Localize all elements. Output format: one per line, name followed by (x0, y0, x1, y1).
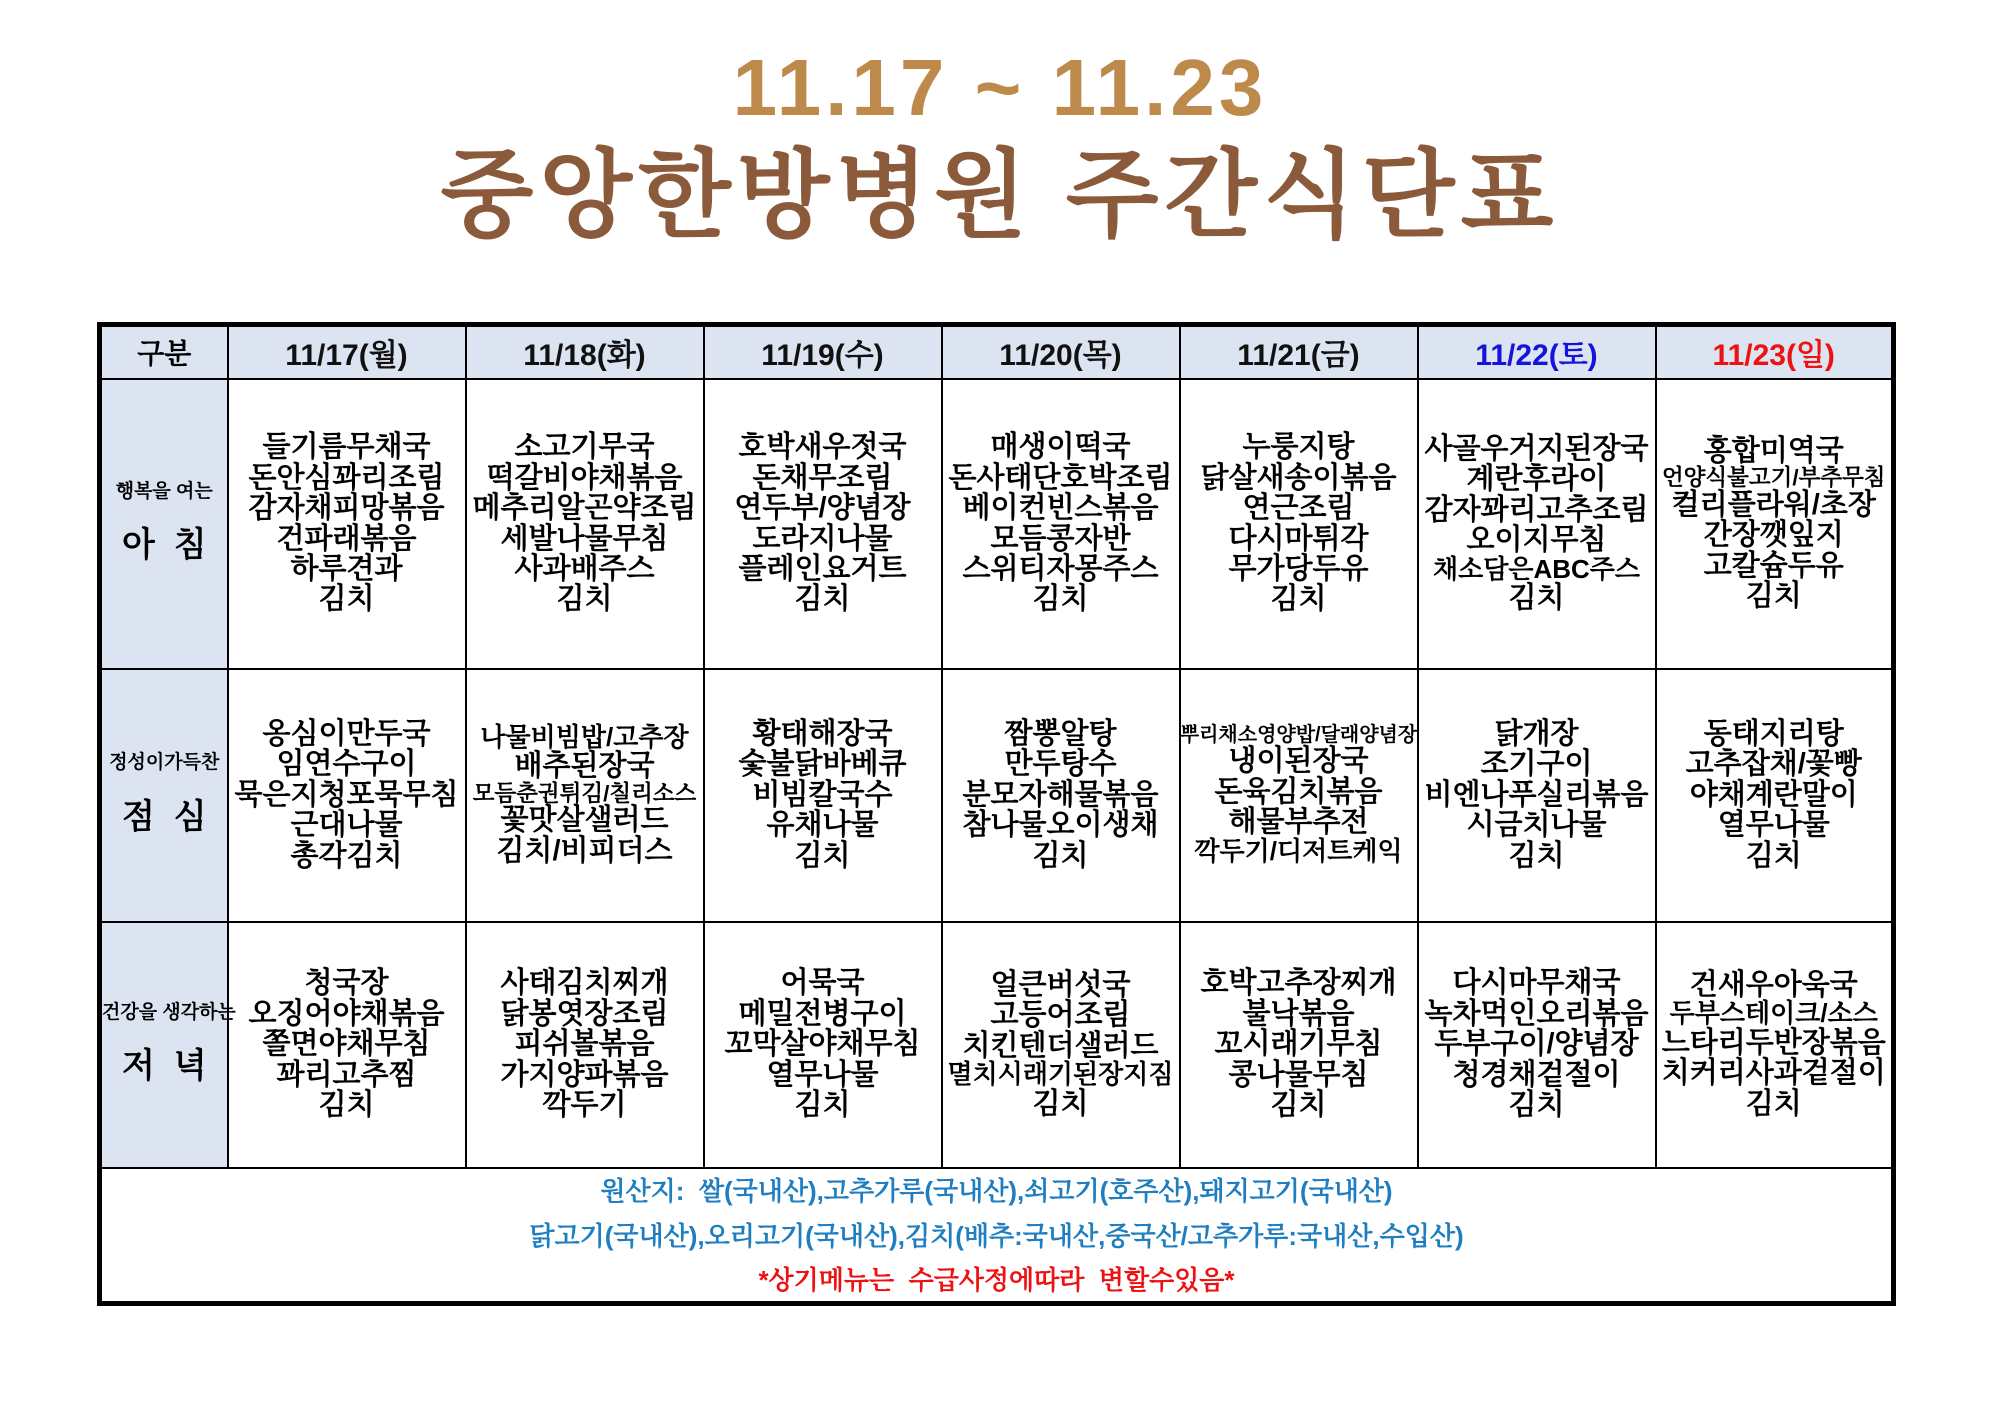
menu-item: 채소담은ABC주스 (1432, 553, 1641, 584)
menu-item: 녹차먹인오리볶음 (1424, 997, 1649, 1030)
menu-item: 돈채무조림 (752, 461, 893, 494)
menu-item: 매생이떡국 (990, 431, 1131, 464)
menu-item: 김치 (1508, 1089, 1565, 1122)
menu-item: 야채계란말이 (1689, 778, 1858, 811)
menu-item: 김치 (318, 1089, 375, 1122)
meal-name: 아 침 (121, 526, 207, 565)
meal-name: 저 녁 (121, 1047, 207, 1086)
menu-item: 도라지나물 (752, 522, 893, 555)
day-header-4: 11/21(금) (1180, 325, 1418, 379)
menu-change-notice: *상기메뉴는 수급사정에따라 변할수있음* (758, 1264, 1235, 1295)
menu-item: 김치 (556, 583, 613, 616)
menu-item: 김치 (1745, 839, 1802, 872)
menu-cell-meal0-day4 (1180, 379, 1418, 669)
menu-item: 꼬시래기무침 (1214, 1028, 1383, 1061)
meal-row-2 (100, 922, 1894, 1168)
day-header-1: 11/18(화) (466, 325, 704, 379)
menu-item: 닭봉엿장조림 (500, 997, 669, 1030)
menu-item: 메밀전병구이 (738, 997, 907, 1030)
menu-item: 호박고추장찌개 (1200, 967, 1397, 1000)
meal-tagline: 정성이가득찬 (109, 752, 220, 774)
menu-item: 분모자해물볶음 (962, 778, 1159, 811)
menu-cell-meal0-day6 (1656, 379, 1894, 669)
menu-item: 김치 (1745, 579, 1802, 612)
menu-item: 뿌리채소영양밥/달래양념장 (1179, 724, 1418, 747)
menu-item: 김치 (1508, 839, 1565, 872)
menu-item: 오징어야채볶음 (248, 997, 445, 1030)
menu-item: 치커리사과겉절이 (1661, 1057, 1886, 1090)
menu-item: 스위티자몽주스 (962, 552, 1159, 585)
footer-cell (100, 1168, 1894, 1304)
menu-item: 연근조림 (1242, 492, 1355, 525)
menu-item: 근대나물 (290, 809, 403, 842)
menu-cell-meal1-day3 (942, 669, 1180, 922)
menu-item: 돈안심꽈리조림 (248, 461, 445, 494)
menu-item: 만두탕수 (1004, 748, 1117, 781)
menu-item: 돈육김치볶음 (1214, 775, 1383, 808)
meal-tagline: 건강을 생각하는 (102, 1001, 236, 1023)
day-header-6: 11/23(일) (1656, 325, 1894, 379)
menu-cell-meal0-day2 (704, 379, 942, 669)
menu-item: 참나물오이생채 (962, 809, 1159, 842)
menu-item: 돈사태단호박조림 (948, 461, 1173, 494)
menu-item: 소고기무국 (514, 431, 655, 464)
menu-cell-meal1-day5 (1418, 669, 1656, 922)
menu-cell-meal2-day5 (1418, 922, 1656, 1168)
menu-item: 고등어조림 (990, 999, 1131, 1032)
menu-item: 옹심이만두국 (262, 717, 431, 750)
menu-item: 짬뽕알탕 (1004, 717, 1117, 750)
menu-item: 호박새우젓국 (738, 431, 907, 464)
origin-line-2: 닭고기(국내산),오리고기(국내산),김치(배추:국내산,중국산/고추가루:국내산,수입산) (529, 1221, 1464, 1251)
menu-item: 떡갈비야채볶음 (486, 461, 683, 494)
menu-item: 하루견과 (290, 552, 403, 585)
menu-cell-meal0-day3 (942, 379, 1180, 669)
menu-item: 멸치시래기된장지짐 (947, 1059, 1174, 1090)
menu-cell-meal2-day6 (1656, 922, 1894, 1168)
menu-item: 김치 (794, 583, 851, 616)
menu-item: 고추잡채/꽃빵 (1685, 748, 1862, 781)
menu-item: 고칼슘두유 (1703, 549, 1844, 582)
header-row (100, 325, 1894, 379)
meal-label-cell-1 (100, 669, 228, 922)
menu-item: 들기름무채국 (262, 431, 431, 464)
menu-item: 배추된장국 (514, 750, 655, 783)
menu-cell-meal1-day0 (228, 669, 466, 922)
menu-item: 사과배주스 (514, 552, 655, 585)
menu-item: 비엔나푸실리볶음 (1424, 778, 1649, 811)
menu-item: 어묵국 (780, 967, 865, 1000)
menu-item: 건새우아욱국 (1689, 968, 1858, 1001)
menu-item: 열무나물 (766, 1058, 879, 1091)
menu-cell-meal2-day2 (704, 922, 942, 1168)
menu-item: 무가당두유 (1228, 552, 1369, 585)
menu-item: 조기구이 (1480, 748, 1593, 781)
menu-item: 홍합미역국 (1703, 434, 1844, 467)
menu-item: 김치 (1032, 1087, 1089, 1120)
menu-cell-meal1-day6 (1656, 669, 1894, 922)
menu-item: 모듬콩자반 (990, 522, 1131, 555)
menu-cell-meal1-day1 (466, 669, 704, 922)
menu-item: 연두부/양념장 (734, 492, 911, 525)
page-title: 중앙한방병원 주간식단표 (440, 142, 1560, 249)
menu-item: 깍두기 (542, 1089, 627, 1122)
footer-row (100, 1168, 1894, 1304)
menu-item: 닭살새송이볶음 (1200, 461, 1397, 494)
menu-item: 사태김치찌개 (500, 967, 669, 1000)
menu-item: 비빔칼국수 (752, 778, 893, 811)
menu-item: 닭개장 (1494, 717, 1579, 750)
menu-item: 얼큰버섯국 (990, 968, 1131, 1001)
menu-item: 누룽지탕 (1242, 431, 1355, 464)
meal-label-cell-2 (100, 922, 236, 1168)
menu-cell-meal1-day4 (1180, 669, 1418, 922)
menu-item: 쫄면야채무침 (262, 1028, 431, 1061)
menu-item: 총각김치 (290, 839, 403, 872)
day-header-5: 11/22(토) (1418, 325, 1656, 379)
menu-item: 깍두기/디저트케익 (1194, 835, 1403, 866)
menu-cell-meal2-day4 (1180, 922, 1418, 1168)
menu-item: 건파래볶음 (276, 522, 417, 555)
menu-item: 김치 (1745, 1087, 1802, 1120)
menu-item: 오이지무침 (1466, 524, 1607, 557)
menu-item: 묵은지청포묵무침 (234, 778, 459, 811)
menu-item: 베이컨빈스볶음 (962, 492, 1159, 525)
menu-item: 김치/비피더스 (496, 834, 673, 867)
meal-row-0 (100, 379, 1894, 669)
menu-item: 다시마무채국 (1452, 967, 1621, 1000)
menu-item: 치킨텐더샐러드 (962, 1029, 1159, 1062)
menu-item: 가지양파볶음 (500, 1058, 669, 1091)
meal-tagline: 행복을 여는 (115, 480, 213, 502)
menu-item: 감자꽈리고추조림 (1424, 493, 1649, 526)
menu-item: 청경채겉절이 (1452, 1058, 1621, 1091)
menu-item: 간장깻잎지 (1703, 519, 1844, 552)
menu-item: 다시마튀각 (1228, 522, 1369, 555)
menu-item: 두부스테이크/소스 (1669, 998, 1878, 1029)
meal-row-1 (100, 669, 1894, 922)
menu-item: 김치 (1270, 583, 1327, 616)
menu-item: 모듬춘권튀김/칠리소스 (472, 780, 697, 806)
menu-item: 나물비빔밥/고추장 (480, 721, 689, 752)
menu-item: 콩나물무침 (1228, 1058, 1369, 1091)
origin-line-1: 원산지: 쌀(국내산),고추가루(국내산),쇠고기(호주산),돼지고기(국내산) (600, 1175, 1393, 1206)
date-range-title: 11.17 ~ 11.23 (732, 43, 1268, 132)
menu-item: 김치 (794, 839, 851, 872)
menu-cell-meal0-day0 (228, 379, 466, 669)
menu-item: 꽃맛살샐러드 (500, 804, 669, 837)
menu-item: 느타리두반장볶음 (1661, 1026, 1886, 1059)
corner-header: 구분 (100, 325, 228, 379)
menu-item: 꼬막살야채무침 (724, 1028, 921, 1061)
menu-item: 피쉬볼볶음 (514, 1028, 655, 1061)
menu-cell-meal2-day1 (466, 922, 704, 1168)
day-header-0: 11/17(월) (228, 325, 466, 379)
menu-item: 언양식불고기/부추무침 (1661, 465, 1886, 491)
menu-cell-meal0-day1 (466, 379, 704, 669)
menu-item: 김치 (1032, 583, 1089, 616)
menu-item: 임연수구이 (276, 748, 417, 781)
menu-item: 불낙볶음 (1242, 997, 1355, 1030)
meal-name: 점 심 (121, 797, 207, 836)
menu-item: 두부구이/양념장 (1434, 1028, 1639, 1061)
menu-item: 열무나물 (1717, 809, 1830, 842)
day-header-3: 11/20(목) (942, 325, 1180, 379)
menu-item: 동태지리탕 (1703, 717, 1844, 750)
menu-item: 사골우거지된장국 (1424, 432, 1649, 465)
menu-item: 김치 (1032, 839, 1089, 872)
menu-item: 플레인요거트 (738, 552, 907, 585)
menu-cell-meal2-day0 (228, 922, 466, 1168)
menu-item: 김치 (794, 1089, 851, 1122)
menu-item: 유채나물 (766, 809, 879, 842)
menu-item: 시금치나물 (1466, 809, 1607, 842)
menu-item: 컬리플라워/초장 (1671, 488, 1876, 521)
menu-item: 김치 (1508, 581, 1565, 614)
menu-cell-meal1-day2 (704, 669, 942, 922)
menu-item: 황태해장국 (752, 717, 893, 750)
meal-label-cell-0 (100, 379, 228, 669)
menu-item: 김치 (1270, 1089, 1327, 1122)
day-header-2: 11/19(수) (704, 325, 942, 379)
menu-item: 세발나물무침 (500, 522, 669, 555)
menu-item: 김치 (318, 583, 375, 616)
menu-cell-meal2-day3 (942, 922, 1180, 1168)
menu-item: 감자채피망볶음 (248, 492, 445, 525)
menu-cell-meal0-day5 (1418, 379, 1656, 669)
menu-item: 꽈리고추찜 (276, 1058, 417, 1091)
menu-item: 숯불닭바베큐 (738, 748, 907, 781)
menu-item: 청국장 (304, 967, 389, 1000)
weekly-menu-table (97, 322, 1896, 1306)
menu-item: 냉이된장국 (1228, 745, 1369, 778)
menu-item: 계란후라이 (1466, 463, 1607, 496)
title-block (0, 43, 2000, 249)
menu-item: 메추리알곤약조림 (472, 492, 697, 525)
menu-item: 해물부추전 (1228, 806, 1369, 839)
